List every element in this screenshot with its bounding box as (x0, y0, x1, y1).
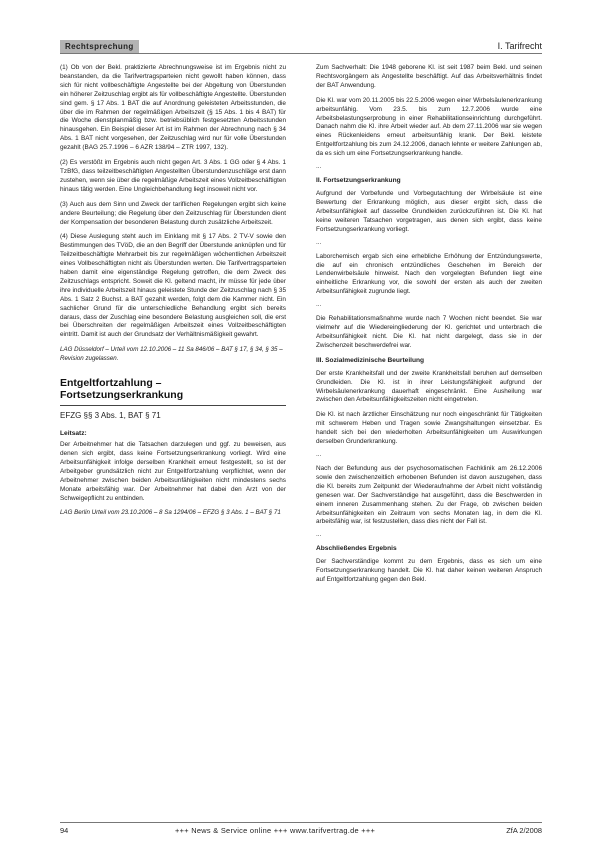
page-header (60, 40, 542, 54)
case-title-rule (60, 405, 286, 406)
subheading: Abschließendes Ergebnis (316, 545, 397, 553)
left-column (60, 64, 286, 518)
paragraph: Der Sachverständige kommt zu dem Ergebnis, dass es sich um eine Fortsetzungserkrankung handelt. Die Kl. hat daher keinen weiteren Anspruch auf Entgeltfortzahlung gegen den Bekl. (316, 558, 542, 584)
leitsatz-text: Der Arbeitnehmer hat die Tatsachen darzulegen und ggf. zu beweisen, aus denen sich ergibt, dass keine Fortsetzungserkrankung vorliegt. Wird eine Arbeitsunfähigkeit infolge derselben Krankheit erneut festgestellt, so ist der Arbeitgeber grundsätzlich nicht zur Entgeltfortzahlung verpflichtet, wenn der Arbeitnehmer zwischen beiden Arbeitsunfähigkeiten nicht mindestens sechs Monate arbeitsfähig war. Der Arbeitnehmer hat dabei den Arzt von der Schweigepflicht zu entbinden. (60, 441, 286, 502)
footer-website: +++ News & Service online +++ www.tarifvertrag.de +++ (175, 826, 376, 835)
page-number: 94 (60, 826, 69, 835)
paragraph: (4) Diese Auslegung steht auch im Einklang mit § 17 Abs. 2 TV-V sowie den Bestimmungen des TVöD, die an den Begriff der Überstunde anknüpfen und für Teilzeitbeschäftigte Mehrarbeit bis zur regelmäßigen wöchentlichen Arbeitszeit eines Vollbeschäftigten nicht als Überstunden werten. Die Tarifvertragsparteien haben damit eine eigenständige Regelung getroffen, die dem Zweck des Zeitzuschlags entspricht. Soweit die Kl. geltend macht, ihr müsse für jede über ihre individuelle Arbeitszeit hinaus geleistete Stunde der Zeitzuschlag nach § 35 Abs. 1 Satz 2 Buchst. a BAT gezahlt werden, folgt dem die Kammer nicht. Ein sachlicher Grund für die unterschiedliche Behandlung ergibt sich bereits daraus, dass der Zuschlag eine besondere Belastung ausgleichen soll, die erst bei Überschreiten der regelmäßigen Arbeitszeit eines Vollzeitbeschäftigten eintritt. Damit ist auch der Grundsatz der Verhältnismäßigkeit gewahrt. (60, 233, 286, 339)
paragraph: Der erste Krankheitsfall und der zweite Krankheitsfall beruhen auf demselben Grundleiden. Die Kl. ist in ihrer Leistungsfähigkeit aufgrund der Wirbelsäulenerkrankung dauerhaft eingeschränkt. Eine Ausheilung war zwischen den Arbeitsunfähigkeitszeiten nicht eingetreten. (316, 369, 542, 404)
omission-marker: ... (316, 451, 322, 458)
omission-marker: ... (316, 301, 322, 309)
footer-rule (60, 822, 542, 823)
paragraph: Laborchemisch ergab sich eine erhebliche Erhöhung der Entzündungswerte, die auf ein chronisch entzündliches Geschehen im Bereich der Lendenwirbelsäule hinweist. Nach den vorgelegten Befunden liegt eine einheitliche Erkrankung vor, die sowohl der ersten als auch der zweiten Arbeitsunfähigkeit zugrunde liegt. (316, 252, 542, 296)
page-footer (60, 826, 542, 838)
paragraph: Nach der Befundung aus der psychosomatischen Fachklinik am 26.12.2006 sowie den zwischenzeitlich erhobenen Befunden ist davon auszugehen, dass die Kl. bereits zum Zeitpunkt der Wiederaufnahme der Arbeit nicht vollständig genesen war. Der Sachverständige hat ausgeführt, dass die Beschwerden in einem inneren Zusammenhang stehen. Zu der Frage, ob zwischen beiden Arbeitsunfähigkeiten ein Zeitraum von sechs Monaten lag, in dem die Kl. arbeitsfähig war, ist festzustellen, dass dies nicht der Fall ist. (316, 465, 542, 526)
paragraph: Die Kl. ist nach ärztlicher Einschätzung nur noch eingeschränkt für Tätigkeiten mit schwerem Heben und Tragen sowie Zwangshaltungen einsetzbar. Es handelt sich bei den wiederholten Arbeitsunfähigkeiten um Auswirkungen derselben Grunderkrankung. (316, 411, 542, 446)
citation: LAG Düsseldorf – Urteil vom 12.10.2006 – 11 Sa 846/06 – BAT § 17, § 34, § 35 – Revision zugelassen. (60, 346, 283, 362)
header-section-label: Rechtsprechung (60, 40, 139, 53)
paragraph: (2) Es verstößt im Ergebnis auch nicht gegen Art. 3 Abs. 1 GG oder § 4 Abs. 1 TzBfG, dass teilzeitbeschäftigten Angestellten Überstundenzuschläge erst dann zustehen, wenn sie über die regelmäßige Arbeitszeit eines Vollzeitbeschäftigten hinaus tätig werden. Eine Ungleichbehandlung liegt insoweit nicht vor. (60, 159, 286, 193)
header-chapter: I. Tarifrecht (497, 41, 542, 51)
paragraph: (3) Auch aus dem Sinn und Zweck der tariflichen Regelungen ergibt sich keine andere Beurteilung; die Regelung über den Zeitzuschlag für Überstunden dient der Kompensation der besonderen Belastung durch zusätzliche Arbeitszeit. (60, 200, 286, 226)
paragraph: (1) Ob von der Bekl. praktizierte Abrechnungsweise ist im Ergebnis nicht zu beanstanden, da die Tarifvertragsparteien nicht gewollt haben können, dass sich für nicht vollbeschäftigte Angestellte bei der Abgeltung von Überstunden ein höherer Zeitzuschlag ergibt als für vollbeschäftigte Angestellte. Überstunden sind gem. § 17 Abs. 1 BAT die auf Anordnung geleisteten Arbeitsstunden, die über die im Rahmen der regelmäßigen Arbeitszeit (§ 15 Abs. 1 bis 4 BAT) für die Woche dienstplanmäßig bzw. betriebsüblich festgesetzten Arbeitsstunden hinausgehen. Ein Beispiel dieser Art ist im Rahmen der Abrechnung nach § 34 Abs. 1 BAT nicht vorgesehen, der Zeitzuschlag wird nur für volle Überstunden gezahlt (BAG 25.7.1996 – 6 AZR 138/94 – ZTR 1997, 132). (60, 64, 286, 152)
paragraph: Die Rehabilitationsmaßnahme wurde nach 7 Wochen nicht beendet. Sie war vielmehr auf die Wiedereingliederung der Kl. gerichtet und unterbrach die Arbeitsunfähigkeit nicht. Die Kl. hat nicht dargelegt, dass sie in der Zwischenzeit beschwerdefrei war. (316, 315, 542, 349)
case-title: Entgeltfortzahlung – Fortsetzungserkrankung (60, 377, 184, 402)
right-column (316, 64, 542, 591)
omission-marker: ... (316, 531, 322, 539)
omission-marker: ... (316, 238, 322, 246)
paragraph: Zum Sachverhalt: Die 1948 geborene Kl. ist seit 1987 beim Bekl. und seinen Rechtsvorgängern als Angestellte beschäftigt. Auf das Arbeitsverhältnis findet der BAT Anwendung. (316, 64, 542, 89)
paragraph: Aufgrund der Vorbefunde und Vorbegutachtung der Wirbelsäule ist eine Bewertung der Erkrankung möglich, aus dieser ergibt sich, dass die Arbeitsunfähigkeit auf dasselbe Grundleiden zurückzuführen ist. Die Kl. hat keine weiteren Tatsachen vorgetragen, aus denen sich ergibt, dass keine Fortsetzungserkrankung vorliegt. (316, 190, 542, 233)
ruling-citation: LAG Berlin Urteil vom 23.10.2006 – 8 Sa 1294/06 – EFZG § 3 Abs. 1 – BAT § 71 (60, 509, 281, 517)
subheading: III. Sozialmedizinische Beurteilung (316, 356, 425, 364)
omission-marker: ... (316, 163, 322, 171)
paragraph: Die Kl. war vom 20.11.2005 bis 22.5.2006 wegen einer Wirbelsäulenerkrankung arbeitsunfähig. Vom 23.5. bis zum 12.7.2006 wurde eine Arbeitsbelastungserprobung in einer Rehabilitationseinrichtung durchgeführt. Danach nahm die Kl. ihre Arbeit wieder auf. Ab dem 27.11.2006 war sie wegen eines Rückenleidens erneut arbeitsunfähig krank. Der Bekl. leistete Entgeltfortzahlung bis zum 24.12.2006, danach lehnte er weitere Zahlungen ab, da es sich um eine Fortsetzungserkrankung handle. (316, 96, 542, 158)
header-rule (60, 53, 542, 54)
leitsatz-label: Leitsatz: (60, 430, 87, 438)
subheading: II. Fortsetzungserkrankung (316, 177, 401, 185)
issue-label: ZfA 2/2008 (506, 826, 542, 835)
statute-reference: EFZG §§ 3 Abs. 1, BAT § 71 (60, 411, 161, 421)
